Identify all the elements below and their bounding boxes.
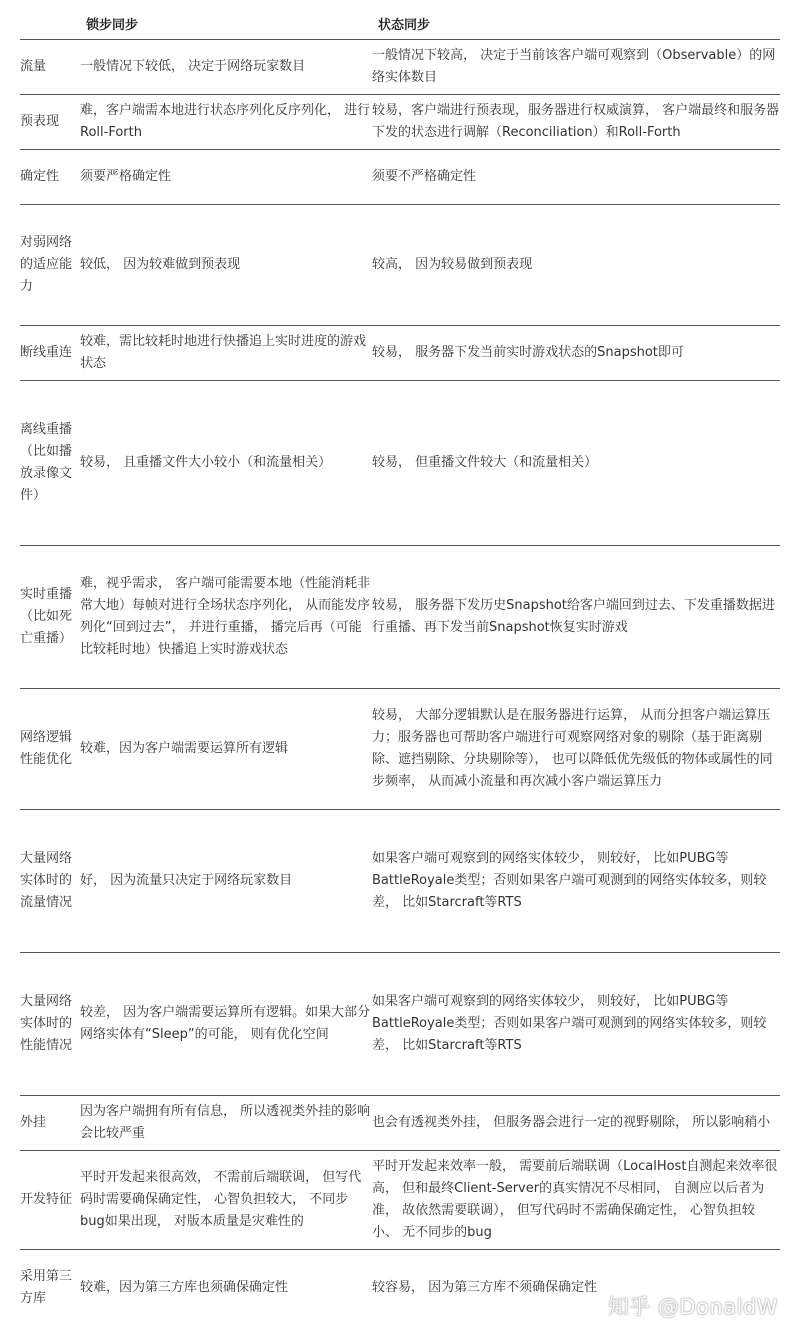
header-row: [20, 8, 780, 40]
row-lockstep: 因为客户端拥有所有信息， 所以透视类外挂的影响会比较严重: [80, 1096, 372, 1151]
row-statesync: 平时开发起来效率一般， 需要前后端联调（LocalHost自测起来效率很高， 但和最终Client-Server的真实情况不尽相同， 自测应以后者为准， 故依然需要联调）， 但写代码时不需确保确定性， 心智负担较小、 无不同步的bug: [372, 1151, 780, 1250]
table-row: [20, 953, 780, 1096]
row-topic: 离线重播（比如播放录像文件）: [20, 381, 80, 546]
row-topic: 实时重播（比如死亡重播）: [20, 546, 80, 689]
row-statesync: 较易， 大部分逻辑默认是在服务器进行运算， 从而分担客户端运算压力；服务器也可帮助客户端进行可观察网络对象的剔除（基于距离剔除、遮挡剔除、分块剔除等）， 也可以降低优先级低的物体或属性的同步频率， 从而减小流量和再次减小客户端运算压力: [372, 689, 780, 810]
row-lockstep: 难，客户端需本地进行状态序列化反序列化， 进行Roll-Forth: [80, 95, 372, 150]
table-row: [20, 810, 780, 953]
row-topic: 开发特征: [20, 1151, 80, 1250]
row-statesync: 如果客户端可观察到的网络实体较少， 则较好， 比如PUBG等BattleRoyale类型；否则如果客户端可观测到的网络实体较多，则较差， 比如Starcraft等RTS: [372, 953, 780, 1096]
row-lockstep: 较易， 且重播文件大小较小（和流量相关）: [80, 381, 372, 546]
row-statesync: 较易， 服务器下发当前实时游戏状态的Snapshot即可: [372, 326, 780, 381]
table-row: [20, 150, 780, 205]
row-statesync: 较易， 但重播文件较大（和流量相关）: [372, 381, 780, 546]
table-row: [20, 40, 780, 95]
table-row: [20, 1151, 780, 1250]
header-statesync: 状态同步: [372, 8, 780, 40]
header-topic: [20, 8, 80, 40]
table-row: [20, 1096, 780, 1151]
row-topic: 流量: [20, 40, 80, 95]
table-row: [20, 326, 780, 381]
comparison-table: [20, 8, 780, 1327]
row-lockstep: 平时开发起来很高效， 不需前后端联调， 但写代码时需要确保确定性， 心智负担较大， 不同步bug如果出现， 对版本质量是灾难性的: [80, 1151, 372, 1250]
row-topic: 对弱网络的适应能力: [20, 205, 80, 326]
row-lockstep: 须要严格确定性: [80, 150, 372, 205]
row-topic: 预表现: [20, 95, 80, 150]
header-lockstep: 锁步同步: [80, 8, 372, 40]
row-statesync: 较容易， 因为第三方库不须确保确定性: [372, 1280, 598, 1296]
table-row: [20, 205, 780, 326]
row-lockstep: 一般情况下较低， 决定于网络玩家数目: [80, 40, 372, 95]
table-row: [20, 95, 780, 150]
row-lockstep: 好， 因为流量只决定于网络玩家数目: [80, 810, 372, 953]
row-lockstep: 难，视乎需求， 客户端可能需要本地（性能消耗非常大地）每帧对进行全场状态序列化， 从而能发序列化“回到过去”， 并进行重播， 播完后再（可能比较耗时地）快播追上实时游戏状态: [80, 546, 372, 689]
row-statesync: 须要不严格确定性: [372, 150, 780, 205]
row-statesync: 如果客户端可观察到的网络实体较少， 则较好， 比如PUBG等BattleRoyale类型；否则如果客户端可观测到的网络实体较多，则较差， 比如Starcraft等RTS: [372, 810, 780, 953]
row-topic: 外挂: [20, 1096, 80, 1151]
row-lockstep: 较低， 因为较难做到预表现: [80, 205, 372, 326]
row-topic: 采用第三方库: [20, 1269, 73, 1307]
row-topic: 网络逻辑性能优化: [20, 689, 80, 810]
table-row: [20, 546, 780, 689]
row-topic: 确定性: [20, 150, 80, 205]
zhihu-watermark: 知乎 @DonaldW: [607, 1295, 778, 1319]
row-statesync: 较易，客户端进行预表现，服务器进行权威演算， 客户端最终和服务器下发的状态进行调解（Reconciliation）和Roll-Forth: [372, 95, 780, 150]
row-lockstep: 较差， 因为客户端需要运算所有逻辑。如果大部分网络实体有“Sleep”的可能， 则有优化空间: [80, 953, 372, 1096]
row-lockstep: 较难，因为第三方库也须确保确定性: [80, 1280, 289, 1296]
row-statesync: 一般情况下较高， 决定于当前该客户端可观察到（Observable）的网络实体数目: [372, 40, 780, 95]
table-row: [20, 689, 780, 810]
table-row: [20, 381, 780, 546]
row-topic: 大量网络实体时的性能情况: [20, 953, 80, 1096]
row-statesync: 较高， 因为较易做到预表现: [372, 205, 780, 326]
row-topic: 断线重连: [20, 326, 80, 381]
row-lockstep: 较难，需比较耗时地进行快播追上实时进度的游戏状态: [80, 326, 372, 381]
row-topic: 大量网络实体时的流量情况: [20, 810, 80, 953]
row-statesync: 较易， 服务器下发历史Snapshot给客户端回到过去、下发重播数据进行重播、再下发当前Snapshot恢复实时游戏: [372, 546, 780, 689]
row-lockstep: 较难，因为客户端需要运算所有逻辑: [80, 689, 372, 810]
row-statesync: 也会有透视类外挂， 但服务器会进行一定的视野剔除， 所以影响稍小: [372, 1096, 780, 1151]
